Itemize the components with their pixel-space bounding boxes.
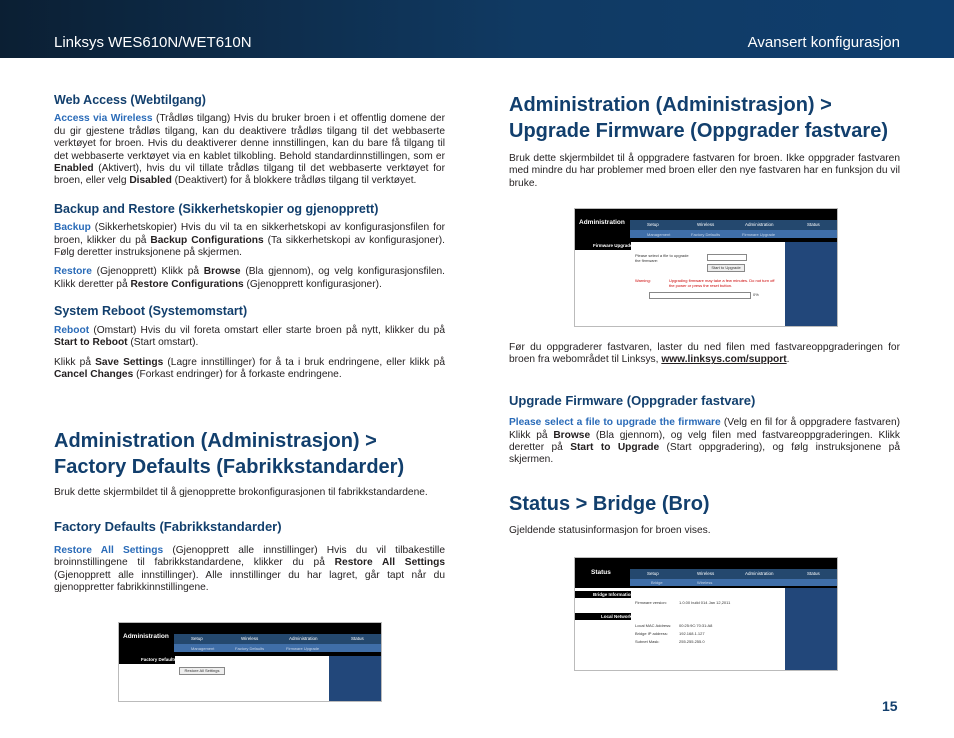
save-paragraph: Klikk på Save Settings (Lagre innstillinger) for å ta i bruk endringene, eller klikk på Cancel Changes (Forkast endringer) for å forkaste endringene. [54,356,445,380]
factory-defaults-screenshot: Administration Setup Wireless Administration Status Management Factory Defaults Firmware Upgrade Factory Defaults Restore All Settings [118,622,382,702]
status-bridge-screenshot: Status Setup Wireless Administration Status Bridge Wireless Bridge Information Local Network Firmware version: 1.0.00 build 014 Jan 12,2011 Local MAC Address: 00:25:9C:70:31:A8 Bridge IP address: 192.168.1.127 Subnet Mask: 255.255.255.0 [574,557,838,671]
screenshot-section-local-network: Local Network [601,614,632,619]
restore-paragraph: Restore (Gjenopprett) Klikk på Browse (Bla gjennom), og velg konfigurasjonsfilen. Klikk deretter på Restore Configurations (Gjenopprett konfigurasjoner). [54,266,445,290]
factory-intro: Bruk dette skjermbildet til å gjenopprette brokonfigurasjonen til fabrikkstandardene. [54,487,428,498]
factory-paragraph: Restore All Settings (Gjenopprett alle innstillinger) Hvis du vil tilbakestille broinnstillingene til fabrikkstandardene, klikker du på Restore All Settings (Gjenopprett alle innstillinger). Alle innstillinger du har lagret, går tapt når du gjenoppretter fabrikkinnstillingene. [54,544,445,594]
backup-heading: Backup and Restore (Sikkerhetskopier og gjenopprett) [54,201,379,216]
web-access-paragraph: Access via Wireless (Trådløs tilgang) Hvis du bruker broen i et offentlig domene der du gir gjestene trådløs tilgang, kan du deaktivere trådløs tilgang til det webbaserte verktøyet for broen. Hvis du deaktiverer denne innstillingen, kan du bare få tilgang til det webbaserte verktøyet via en kablet tilkobling. Behold standardinnstillingen, som er Enabled (Aktivert), hvis du vil tillate trådløs tilgang til det webbaserte verktøyet for broen, eller velg Disabled (Deaktivert) for å blokkere trådløs tilgang til verktøyet. [54,113,445,187]
upgrade-paragraph: Please select a file to upgrade the firmware (Velg en fil for å oppgradere fastvaren) Klikk på Browse (Bla gjennom), og velg filen med fastvareoppgraderingen. Klikk deretter på Start to Upgrade (Start oppgradering), og følg instruksjonene på skjermen. [509,417,900,466]
status-intro: Gjeldende statusinformasjon for broen vises. [509,524,711,536]
status-bridge-title: Status > Bridge (Bro) [509,492,710,515]
header-product-name: Linksys WES610N/WET610N [54,34,252,51]
keyword: Access via Wireless [54,113,153,125]
header-section-name: Avansert konfigurasjon [747,34,900,51]
keyword: Restore All Settings [54,544,164,556]
factory-defaults-title: Administration (Administrasjon) > Factory Defaults (Fabrikkstandarder) [54,430,405,478]
upgrade-note-paragraph: Før du oppgraderer fastvaren, laster du ned filen med fastvareoppgraderingen for broen fra webområdet til Linksys, www.linksys.com/support. [509,342,900,366]
tab-status: Status [807,222,820,227]
upgrade-progress-bar [649,292,751,299]
left-column [54,94,445,381]
restore-all-settings-button[interactable]: Restore All Settings [179,667,225,675]
tab-status: Status [351,636,364,641]
upgrade-intro: Bruk dette skjermbildet til å oppgradere fastvaren for broen. Ikke oppgrader fastvaren med mindre du har problemer med broen eller den nye fastvaren har en funksjon du vil bruke. [509,153,900,189]
tab-wireless: Wireless [697,222,715,227]
tab-status: Status [807,571,820,576]
tab-administration: Administration [745,222,774,227]
screenshot-section-bridge-info: Bridge Information [593,592,634,597]
tab-setup: Setup [647,222,659,227]
right-column-lower [509,342,900,537]
backup-paragraph: Backup (Sikkerhetskopier) Hvis du vil ta en sikkerhetskopi av konfigurasjonsfilen for broen, klikker du på Backup Configurations (Ta sikkerhetskopi av konfigurasjoner). Følg deretter instruksjonene på skjermen. [54,222,445,259]
upgrade-heading: Upgrade Firmware (Oppgrader fastvare) [509,392,756,408]
web-access-heading: Web Access (Webtilgang) [54,93,206,107]
keyword: Reboot [54,324,90,336]
keyword: Restore [54,266,92,278]
reboot-heading: System Reboot (Systemomstart) [54,304,248,319]
tab-wireless: Wireless [241,636,259,641]
reboot-paragraph: Reboot (Omstart) Hvis du vil foreta omstart eller starte broen på nytt, klikker du på Start to Reboot (Start omstart). [54,324,445,349]
left-column-lower [54,428,445,594]
page-number: 15 [882,698,898,714]
upgrade-firmware-title: Administration (Administrasjon) > Upgrade Firmware (Oppgrader fastvare) [509,94,888,142]
tab-setup: Setup [191,636,203,641]
keyword: Please select a file to upgrade the firmware [509,417,721,429]
tab-administration: Administration [289,636,318,641]
start-to-upgrade-button[interactable]: Start to Upgrade [707,264,745,272]
factory-heading: Factory Defaults (Fabrikkstandarder) [54,519,282,535]
screenshot-section: Firmware Upgrade [593,243,633,248]
upgrade-firmware-screenshot: Administration Setup Wireless Administration Status Management Factory Defaults Firmware Upgrade Firmware Upgrade Please select a file to upgrade the firmware: Warning: Upgrading firmware may take a few minutes. Do not turn off the power or press the reset button. Start to Upgrade 0% [574,208,838,327]
tab-wireless: Wireless [697,571,715,576]
screenshot-section: Factory Defaults [141,657,177,662]
tab-administration: Administration [745,571,774,576]
screenshot-brand: Administration [123,633,169,640]
firmware-file-field[interactable] [707,254,747,261]
page-header [0,0,954,58]
screenshot-brand: Administration [579,219,625,226]
right-column [509,92,900,190]
keyword: Backup [54,222,91,234]
tab-setup: Setup [647,571,659,576]
linksys-support-link[interactable]: www.linksys.com/support [661,354,787,366]
screenshot-brand: Status [591,569,611,576]
